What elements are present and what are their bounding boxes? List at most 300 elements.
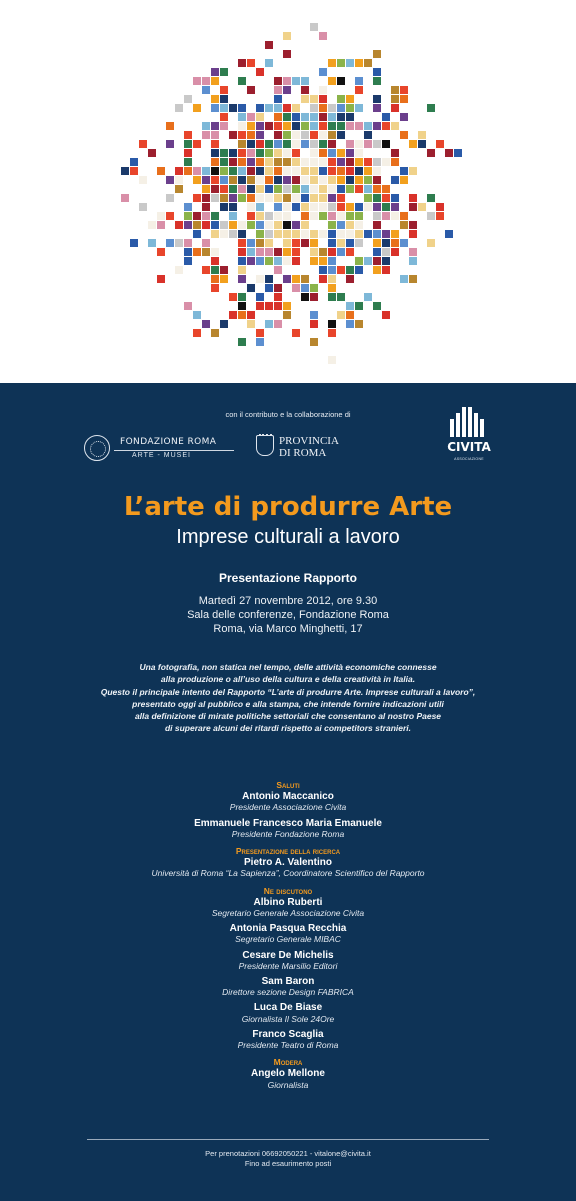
mosaic-tile [256, 338, 264, 346]
event-venue: Sala delle conferenze, Fondazione Roma [187, 609, 389, 621]
mosaic-tile [193, 212, 201, 220]
mosaic-tile [265, 140, 273, 148]
mosaic-tile [238, 230, 246, 238]
speaker-name: Antonia Pasqua Recchia [229, 923, 347, 935]
mosaic-tile [256, 68, 264, 76]
mosaic-tile [355, 122, 363, 130]
mosaic-tile [256, 149, 264, 157]
mosaic-tile [292, 257, 300, 265]
mosaic-tile [193, 329, 201, 337]
mosaic-tile [346, 239, 354, 247]
fondazione-roma-logo [84, 435, 244, 465]
mosaic-tile [391, 95, 399, 103]
mosaic-tile [130, 158, 138, 166]
mosaic-tile [247, 86, 255, 94]
mosaic-tile [283, 248, 291, 256]
mosaic-tile [346, 113, 354, 121]
mosaic-tile [184, 158, 192, 166]
mosaic-tile [175, 176, 183, 184]
mosaic-tile [310, 338, 318, 346]
mosaic-tile [274, 302, 282, 310]
mosaic-tile [202, 131, 210, 139]
mosaic-tile [328, 158, 336, 166]
mosaic-tile [337, 221, 345, 229]
mosaic-tile [211, 77, 219, 85]
mosaic-tile [292, 176, 300, 184]
mosaic-tile [274, 266, 282, 274]
mosaic-tile [301, 158, 309, 166]
mosaic-tile [418, 131, 426, 139]
mosaic-tile [346, 167, 354, 175]
mosaic-tile [220, 275, 228, 283]
speaker-role: Università di Roma “La Sapienza”, Coordinatore Scientifico del Rapporto [151, 868, 425, 879]
mosaic-tile [391, 149, 399, 157]
mosaic-tile [274, 230, 282, 238]
mosaic-tile [211, 212, 219, 220]
mosaic-tile [436, 203, 444, 211]
mosaic-tile [193, 167, 201, 175]
mosaic-tile [454, 149, 462, 157]
logo-divider [114, 450, 234, 451]
speaker-name: Sam Baron [261, 976, 315, 988]
mosaic-tile [184, 167, 192, 175]
mosaic-tile [391, 230, 399, 238]
mosaic-tile [274, 176, 282, 184]
mosaic-tile [256, 158, 264, 166]
mosaic-tile [409, 257, 417, 265]
mosaic-tile [328, 59, 336, 67]
mosaic-tile [211, 140, 219, 148]
civita-sub: ASSOCIAZIONE [454, 457, 484, 461]
mosaic-tile [265, 194, 273, 202]
mosaic-tile [247, 185, 255, 193]
mosaic-tile [301, 140, 309, 148]
mosaic-tile [355, 149, 363, 157]
mosaic-tile [202, 194, 210, 202]
mosaic-tile [229, 293, 237, 301]
mosaic-tile [184, 149, 192, 157]
mosaic-tile [409, 230, 417, 238]
mosaic-tile [301, 95, 309, 103]
mosaic-tile [166, 194, 174, 202]
mosaic-tile [382, 311, 390, 319]
mosaic-tile [328, 356, 336, 364]
mosaic-tile [202, 176, 210, 184]
mosaic-tile [373, 104, 381, 112]
mosaic-tile [247, 257, 255, 265]
mosaic-tile [319, 113, 327, 121]
mosaic-tile [238, 149, 246, 157]
mosaic-tile [301, 185, 309, 193]
mosaic-tile [319, 185, 327, 193]
speaker-role: Presidente Associazione Civita [229, 802, 347, 813]
mosaic-tile [238, 239, 246, 247]
mosaic-tile [355, 185, 363, 193]
mosaic-tile [184, 212, 192, 220]
mosaic-tile [382, 113, 390, 121]
mosaic-tile [328, 122, 336, 130]
invitation-panel [0, 383, 576, 1201]
mosaic-tile [211, 194, 219, 202]
speaker-role: Giornalista [267, 1079, 309, 1090]
mosaic-tile [310, 95, 318, 103]
mosaic-tile [274, 320, 282, 328]
mosaic-tile [364, 167, 372, 175]
mosaic-tile [319, 122, 327, 130]
mosaic-tile [184, 95, 192, 103]
mosaic-tile [175, 104, 183, 112]
mosaic-tile [400, 113, 408, 121]
mosaic-tile [202, 122, 210, 130]
mosaic-tile [283, 149, 291, 157]
mosaic-tile [256, 185, 264, 193]
mosaic-tile [292, 185, 300, 193]
mosaic-tile [346, 140, 354, 148]
pixel-mosaic-artwork [0, 0, 576, 383]
mosaic-tile [175, 239, 183, 247]
mosaic-tile [238, 176, 246, 184]
mosaic-tile [337, 167, 345, 175]
mosaic-tile [265, 167, 273, 175]
mosaic-tile [328, 257, 336, 265]
mosaic-tile [382, 239, 390, 247]
mosaic-tile [256, 113, 264, 121]
event-details [0, 594, 576, 636]
mosaic-tile [373, 176, 381, 184]
mosaic-tile [220, 122, 228, 130]
mosaic-tile [328, 239, 336, 247]
mosaic-tile [238, 140, 246, 148]
mosaic-tile [319, 68, 327, 76]
mosaic-tile [184, 302, 192, 310]
mosaic-tile [283, 275, 291, 283]
mosaic-tile [391, 239, 399, 247]
section-heading-ricerca: Presentazione della ricerca [235, 846, 341, 857]
mosaic-tile [202, 77, 210, 85]
mosaic-tile [193, 140, 201, 148]
mosaic-tile [292, 284, 300, 292]
mosaic-tile [346, 311, 354, 319]
mosaic-tile [166, 212, 174, 220]
mosaic-tile [373, 266, 381, 274]
mosaic-tile [274, 95, 282, 103]
mosaic-tile [283, 203, 291, 211]
mosaic-tile [265, 59, 273, 67]
mosaic-tile [202, 86, 210, 94]
mosaic-tile [319, 257, 327, 265]
mosaic-tile [301, 194, 309, 202]
mosaic-tile [292, 77, 300, 85]
mosaic-tile [382, 122, 390, 130]
fondazione-sub: ARTE - MUSEI [132, 452, 191, 459]
description-line: di superare alcuni dei ritardi rispetto ai competitors stranieri. [164, 723, 412, 734]
mosaic-tile [301, 86, 309, 94]
mosaic-tile [238, 122, 246, 130]
mosaic-tile [337, 149, 345, 157]
mosaic-tile [292, 248, 300, 256]
mosaic-tile [283, 131, 291, 139]
mosaic-tile [310, 131, 318, 139]
mosaic-tile [256, 230, 264, 238]
mosaic-tile [283, 185, 291, 193]
mosaic-tile [310, 257, 318, 265]
mosaic-tile [373, 203, 381, 211]
provincia-line1: PROVINCIA [279, 435, 339, 447]
mosaic-tile [238, 167, 246, 175]
mosaic-tile [373, 167, 381, 175]
speaker-role: Segretario Generale MIBAC [235, 934, 341, 945]
mosaic-tile [382, 185, 390, 193]
mosaic-tile [292, 149, 300, 157]
mosaic-tile [373, 77, 381, 85]
mosaic-tile [355, 140, 363, 148]
mosaic-tile [364, 176, 372, 184]
mosaic-tile [229, 194, 237, 202]
mosaic-tile [346, 59, 354, 67]
mosaic-tile [328, 131, 336, 139]
mosaic-tile [283, 86, 291, 94]
mosaic-tile [211, 185, 219, 193]
mosaic-tile [220, 266, 228, 274]
mosaic-tile [220, 176, 228, 184]
mosaic-tile [301, 221, 309, 229]
mosaic-tile [337, 203, 345, 211]
mosaic-tile [391, 194, 399, 202]
mosaic-tile [283, 32, 291, 40]
mosaic-tile [121, 194, 129, 202]
mosaic-tile [202, 212, 210, 220]
mosaic-tile [364, 203, 372, 211]
mosaic-tile [256, 122, 264, 130]
mosaic-tile [220, 104, 228, 112]
mosaic-tile [157, 275, 165, 283]
mosaic-tile [202, 167, 210, 175]
mosaic-tile [229, 104, 237, 112]
mosaic-tile [328, 149, 336, 157]
mosaic-tile [283, 257, 291, 265]
mosaic-tile [265, 302, 273, 310]
mosaic-tile [283, 77, 291, 85]
mosaic-tile [346, 230, 354, 238]
mosaic-tile [220, 95, 228, 103]
mosaic-tile [256, 167, 264, 175]
mosaic-tile [301, 275, 309, 283]
mosaic-tile [400, 167, 408, 175]
mosaic-tile [328, 293, 336, 301]
mosaic-tile [256, 140, 264, 148]
mosaic-tile [328, 77, 336, 85]
mosaic-tile [265, 104, 273, 112]
description-line: presentato oggi al pubblico e alla stampa, che intende fornire indicazioni utili [132, 698, 444, 709]
mosaic-tile [265, 158, 273, 166]
mosaic-tile [274, 140, 282, 148]
mosaic-tile [247, 122, 255, 130]
mosaic-tile [328, 248, 336, 256]
mosaic-tile [382, 194, 390, 202]
mosaic-tile [292, 122, 300, 130]
mosaic-tile [283, 230, 291, 238]
mosaic-tile [211, 176, 219, 184]
mosaic-tile [400, 239, 408, 247]
mosaic-tile [382, 140, 390, 148]
mosaic-tile [274, 203, 282, 211]
mosaic-tile [220, 167, 228, 175]
shield-icon [256, 435, 274, 456]
mosaic-tile [373, 140, 381, 148]
mosaic-tile [391, 86, 399, 94]
mosaic-tile [319, 203, 327, 211]
mosaic-tile [175, 185, 183, 193]
mosaic-tile [220, 149, 228, 157]
mosaic-tile [247, 203, 255, 211]
mosaic-tile [175, 221, 183, 229]
mosaic-tile [211, 221, 219, 229]
mosaic-tile [409, 194, 417, 202]
mosaic-tile [265, 239, 273, 247]
mosaic-tile [301, 77, 309, 85]
mosaic-tile [310, 122, 318, 130]
mosaic-tile [346, 248, 354, 256]
mosaic-tile [229, 158, 237, 166]
mosaic-tile [238, 131, 246, 139]
mosaic-tile [247, 131, 255, 139]
mosaic-tile [265, 248, 273, 256]
civita-logo [444, 407, 494, 469]
mosaic-tile [220, 158, 228, 166]
provincia-roma-logo [256, 433, 366, 463]
mosaic-tile [148, 149, 156, 157]
mosaic-tile [391, 122, 399, 130]
mosaic-tile [166, 239, 174, 247]
mosaic-tile [175, 167, 183, 175]
mosaic-tile [328, 329, 336, 337]
mosaic-tile [355, 230, 363, 238]
mosaic-tile [265, 149, 273, 157]
mosaic-tile [346, 95, 354, 103]
mosaic-tile [274, 284, 282, 292]
mosaic-tile [274, 248, 282, 256]
mosaic-tile [256, 203, 264, 211]
provincia-line2: DI ROMA [279, 447, 327, 459]
mosaic-tile [373, 158, 381, 166]
mosaic-tile [229, 131, 237, 139]
mosaic-tile [220, 185, 228, 193]
mosaic-tile [373, 95, 381, 103]
mosaic-tile [193, 221, 201, 229]
mosaic-tile [220, 320, 228, 328]
mosaic-tile [319, 248, 327, 256]
mosaic-tile [436, 212, 444, 220]
mosaic-tile [247, 194, 255, 202]
mosaic-tile [229, 149, 237, 157]
mosaic-tile [310, 185, 318, 193]
mosaic-tile [337, 95, 345, 103]
mosaic-tile [346, 203, 354, 211]
mosaic-tile [382, 203, 390, 211]
mosaic-tile [274, 158, 282, 166]
mosaic-tile [292, 113, 300, 121]
mosaic-tile [445, 230, 453, 238]
mosaic-tile [319, 149, 327, 157]
mosaic-tile [328, 212, 336, 220]
mosaic-tile [274, 185, 282, 193]
mosaic-tile [364, 140, 372, 148]
mosaic-tile [355, 176, 363, 184]
mosaic-tile [283, 311, 291, 319]
mosaic-tile [229, 167, 237, 175]
speaker-name: Angelo Mellone [251, 1068, 325, 1080]
mosaic-tile [202, 221, 210, 229]
mosaic-tile [247, 284, 255, 292]
mosaic-tile [382, 266, 390, 274]
mosaic-tile [301, 167, 309, 175]
mosaic-tile [400, 221, 408, 229]
mosaic-tile [355, 158, 363, 166]
mosaic-tile [274, 293, 282, 301]
mosaic-tile [202, 266, 210, 274]
mosaic-tile [373, 257, 381, 265]
mosaic-tile [346, 149, 354, 157]
mosaic-tile [229, 221, 237, 229]
event-date: Martedì 27 novembre 2012, ore 9.30 [198, 595, 378, 607]
mosaic-tile [337, 104, 345, 112]
mosaic-tile [400, 212, 408, 220]
mosaic-tile [319, 212, 327, 220]
mosaic-tile [283, 194, 291, 202]
mosaic-tile [310, 203, 318, 211]
mosaic-tile [265, 284, 273, 292]
mosaic-tile [220, 113, 228, 121]
mosaic-tile [211, 266, 219, 274]
mosaic-tile [310, 167, 318, 175]
mosaic-tile [337, 311, 345, 319]
mosaic-tile [337, 266, 345, 274]
mosaic-tile [220, 203, 228, 211]
mosaic-tile [238, 194, 246, 202]
mosaic-tile [193, 230, 201, 238]
mosaic-tile [211, 275, 219, 283]
mosaic-tile [283, 140, 291, 148]
mosaic-tile [391, 212, 399, 220]
speaker-name: Emmanuele Francesco Maria Emanuele [194, 817, 382, 829]
mosaic-tile [175, 266, 183, 274]
speaker-role: Presidente Fondazione Roma [231, 828, 345, 839]
mosaic-tile [382, 158, 390, 166]
mosaic-tile [283, 122, 291, 130]
mosaic-tile [211, 122, 219, 130]
mosaic-tile [193, 311, 201, 319]
mosaic-tile [274, 86, 282, 94]
mosaic-tile [292, 203, 300, 211]
mosaic-tile [328, 113, 336, 121]
mosaic-tile [292, 230, 300, 238]
mosaic-tile [238, 59, 246, 67]
mosaic-tile [328, 185, 336, 193]
mosaic-tile [202, 320, 210, 328]
mosaic-tile [373, 230, 381, 238]
mosaic-tile [319, 104, 327, 112]
mosaic-tile [184, 131, 192, 139]
description-line: Una fotografia, non statica nel tempo, delle attività economiche connesse [139, 662, 437, 672]
mosaic-tile [427, 194, 435, 202]
mosaic-tile [157, 167, 165, 175]
mosaic-tile [211, 284, 219, 292]
mosaic-tile [337, 176, 345, 184]
mosaic-tile [328, 230, 336, 238]
footer [0, 1149, 576, 1169]
mosaic-tile [373, 185, 381, 193]
mosaic-tile [211, 149, 219, 157]
